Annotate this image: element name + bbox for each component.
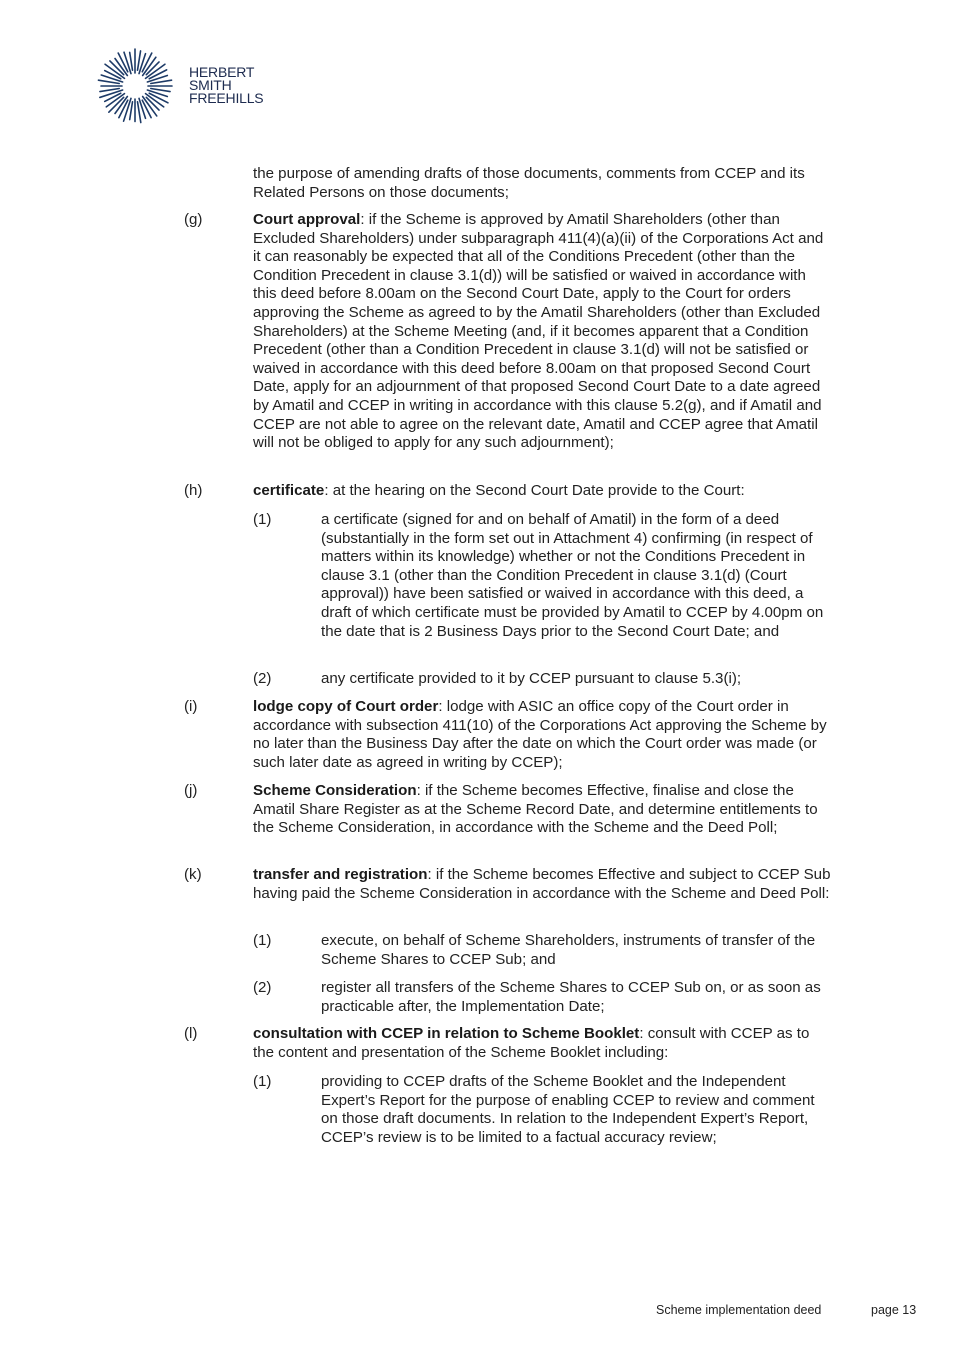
clause-i-title: lodge copy of Court order [253,698,439,715]
clause-label-i: (i) [184,698,198,715]
clause-k-text: : if the Scheme becomes Effective and subject to CCEP Sub having paid the Scheme Consideration in accordance with the Scheme and Deed Poll: [253,866,831,902]
clause-g-title: Court approval [253,211,361,228]
clause-h-text: : at the hearing on the Second Court Date provide to the Court: [324,482,745,499]
clause-g-text: : if the Scheme is approved by Amatil Shareholders (other than Excluded Shareholders) under subparagraph 411(4)(a)(ii) of the Corporations Act and it can reasonably be expected that all of the Conditions Precedent (other than the Condition Precedent in clause 3.1(d)) will be satisfied or waived in accordance with this deed before 8.00am on the Second Court Date, apply to the Court for orders approving the Scheme as agreed to by the Amatil Shareholders (other than Excluded Shareholders) at the Scheme Meeting (and, if it becomes apparent that a Condition Precedent (other than a Condition Precedent in clause 3.1(d) will not be satisfied or waived in accordance with this deed before 8.00am on that proposed Second Court Date, apply for an adjournment of that proposed Second Court Date to a date agreed by Amatil and CCEP in writing in accordance with this clause 5.2(g), and if Amatil and CCEP are not able to agree on the relevant date, Amatil and CCEP agree that Amatil will not be obliged to apply for any such adjournment); [253,211,824,452]
subclause-h1: a certificate (signed for and on behalf of Amatil) in the form of a deed (substantially in the form set out in Attachment 4) confirming (in respect of matters within its knowledge) whether or not the Conditions Precedent in clause 3.1 (other than the Condition Precedent in clause 3.1(d) (Court approval)) have been satisfied or waived in accordance with this deed, a draft of which certificate must be provided by Amatil to CCEP by 4.00pm on the date that is 2 Business Days prior to the Second Court Date; and [321,511,824,640]
clause-h [253,482,833,501]
sunburst-ray [130,102,133,120]
clause-l-title: consultation with CCEP in relation to Scheme Booklet [253,1025,640,1042]
sunburst-ray [130,52,133,70]
clause-j [253,782,833,838]
sunburst-ray [98,80,119,83]
clause-l [253,1025,833,1062]
intro-paragraph: the purpose of amending drafts of those documents, comments from CCEP and its Related Persons on those documents; [253,165,805,201]
logo-wordmark: HERBERT SMITH FREEHILLS [189,64,264,106]
clause-label-l: (l) [184,1025,198,1042]
clause-label-j: (j) [184,782,198,799]
clause-g [253,211,833,453]
clause-k [253,866,833,903]
sunburst-ray [138,102,141,123]
sunburst-ray [138,51,141,70]
clause-j-title: Scheme Consideration [253,782,417,799]
sunburst-ray [151,80,172,83]
subclause-l1: providing to CCEP drafts of the Scheme Booklet and the Independent Expert’s Report for the purpose of enabling CCEP to review and comment on those draft documents. In relation to the Independent Expert’s Report, CCEP’s review is to be limited to a factual accuracy review; [321,1073,815,1146]
sunburst-ray [100,89,119,92]
subclause-label-l1: (1) [253,1073,272,1090]
clause-h-title: certificate [253,482,325,499]
clause-label-k: (k) [184,866,202,883]
subclause-label-h1: (1) [253,511,272,528]
herbert-smith-freehills-logo [96,46,286,126]
clause-label-g: (g) [184,211,203,228]
subclause-label-h2: (2) [253,670,272,687]
clause-i [253,698,833,772]
sunburst-ray [151,89,170,92]
subclause-k1: execute, on behalf of Scheme Shareholders, instruments of transfer of the Scheme Shares to CCEP Sub; and [321,932,816,968]
footer-document-title: Scheme implementation deed [656,1303,822,1317]
subclause-label-k1: (1) [253,932,272,949]
subclause-k2: register all transfers of the Scheme Shares to CCEP Sub on, or as soon as practicable after, the Implementation Date; [321,979,821,1015]
clause-l-text: : consult with CCEP as to the content and presentation of the Scheme Booklet including: [253,1025,810,1061]
clause-k-title: transfer and registration [253,866,428,883]
subclause-h2: any certificate provided to it by CCEP pursuant to clause 5.3(i); [321,670,742,687]
clause-label-h: (h) [184,482,203,499]
sunburst-logo-icon [96,46,178,126]
clause-i-text: : lodge with ASIC an office copy of the Court order in accordance with subsection 411(10) of the Corporations Act approving the Scheme by no later than the Business Day after the date on which the Court order was made (or such later date as agreed in writing by CCEP); [253,698,827,771]
footer-page-number: page 13 [871,1303,917,1317]
subclause-label-k2: (2) [253,979,272,996]
clause-j-text: : if the Scheme becomes Effective, finalise and close the Amatil Share Register as at the Scheme Record Date, and determine entitlements to the Scheme Consideration, in accordance with the Scheme and the Deed Poll; [253,782,818,837]
